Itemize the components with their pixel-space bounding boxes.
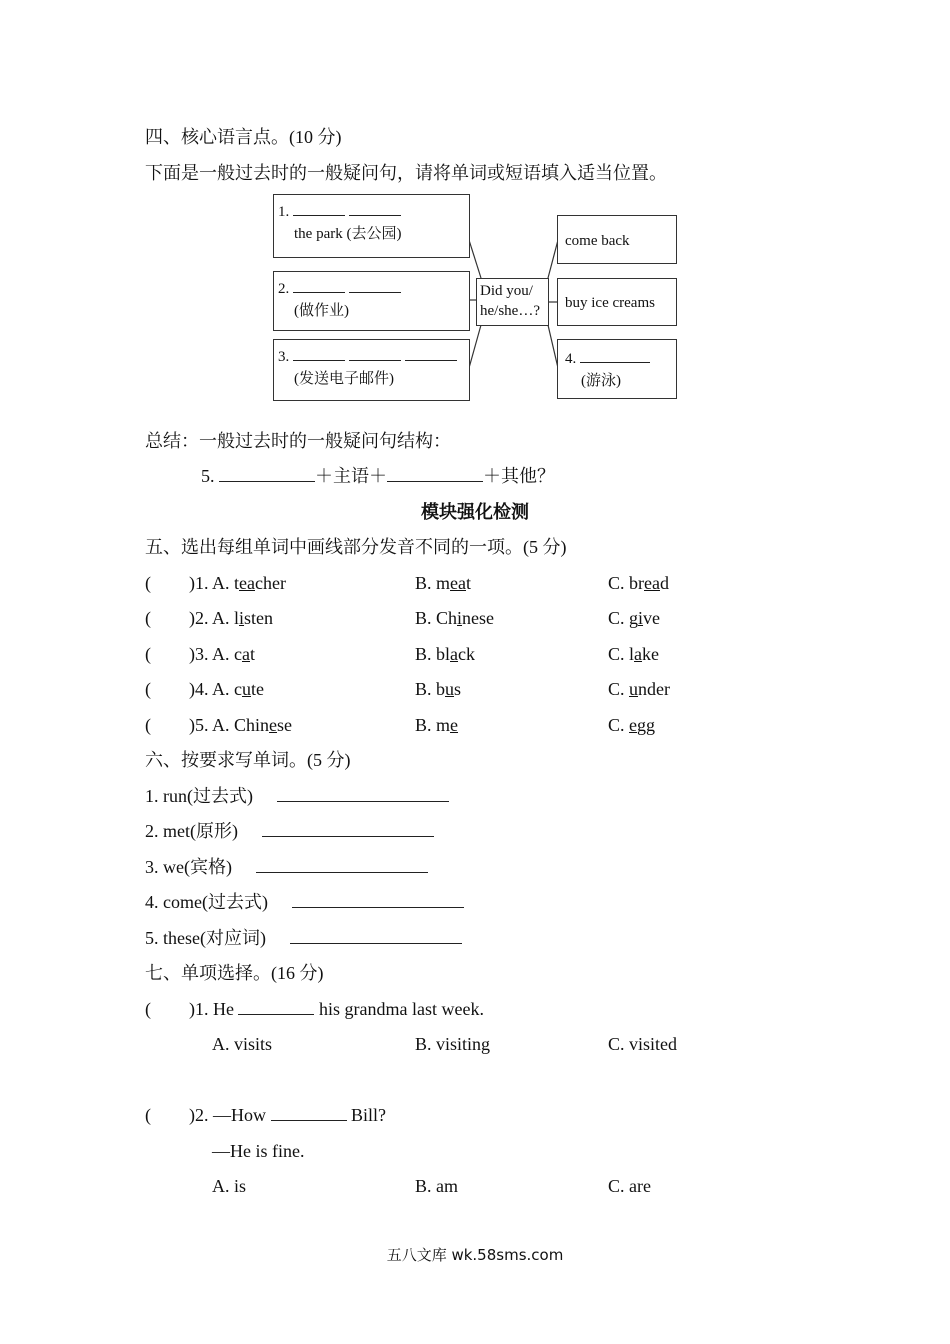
option-b[interactable] bbox=[415, 606, 494, 630]
summary-label: 总结：一般过去时的一般疑问句结构： bbox=[145, 431, 451, 451]
item-label: 5. these(对应词) bbox=[145, 928, 266, 948]
summary-mid: ＋主语＋ bbox=[315, 466, 387, 486]
option-b[interactable] bbox=[415, 642, 475, 666]
box3-number: 3. bbox=[278, 349, 290, 365]
diagram-center-box bbox=[476, 278, 549, 326]
item-label: 4. come(过去式) bbox=[145, 892, 268, 912]
word-part: t bbox=[250, 644, 256, 664]
box1-hint: the park (去公园) bbox=[294, 226, 402, 242]
option-c[interactable] bbox=[608, 571, 669, 595]
section6-item-3 bbox=[145, 855, 428, 879]
summary-blank-1[interactable] bbox=[219, 467, 315, 482]
q1-paren: ( bbox=[145, 999, 151, 1019]
box1-blank-a[interactable] bbox=[293, 202, 345, 216]
answer-paren: ( bbox=[145, 573, 151, 593]
answer-blank[interactable] bbox=[290, 929, 462, 944]
q1-option-c[interactable]: C. visited bbox=[608, 1034, 678, 1054]
right-box3-blank[interactable] bbox=[580, 349, 650, 363]
section5-item-2 bbox=[145, 606, 273, 630]
underlined-letters: i bbox=[638, 608, 644, 628]
word-part: ck bbox=[458, 644, 476, 664]
underlined-letters: a bbox=[242, 644, 250, 664]
word-part: ve bbox=[643, 608, 661, 628]
option-c[interactable] bbox=[608, 606, 660, 630]
underlined-letters: i bbox=[239, 608, 245, 628]
section6-title: 六、按要求写单词。(5 分) bbox=[145, 750, 351, 770]
section4-instruction: 下面是一般过去时的一般疑问句，请将单词或短语填入适当位置。 bbox=[145, 163, 667, 183]
word-part: c bbox=[234, 679, 242, 699]
section4-title: 四、核心语言点。(10 分) bbox=[145, 127, 342, 147]
answer-blank[interactable] bbox=[262, 822, 434, 837]
item-label: 3. we(宾格) bbox=[145, 857, 232, 877]
option-b[interactable] bbox=[415, 713, 458, 737]
diagram-right-box-3 bbox=[557, 339, 677, 399]
option-b[interactable] bbox=[415, 571, 471, 595]
section5-item-1 bbox=[145, 571, 286, 595]
answer-blank[interactable] bbox=[277, 787, 449, 802]
word-part: B. bl bbox=[415, 644, 451, 664]
q2-option-a[interactable]: A. is bbox=[212, 1176, 247, 1196]
word-part: t bbox=[234, 573, 240, 593]
option-c[interactable] bbox=[608, 642, 659, 666]
underlined-letters: e bbox=[629, 715, 638, 735]
q1-blank bbox=[238, 1000, 314, 1015]
box2-hint: (做作业) bbox=[294, 303, 349, 319]
underlined-letters: a bbox=[450, 644, 459, 664]
item-label: 1. run(过去式) bbox=[145, 786, 253, 806]
diagram-right-box-2: buy ice creams bbox=[557, 278, 677, 326]
word-part: nder bbox=[638, 679, 670, 699]
summary-number: 5. bbox=[201, 466, 215, 486]
underlined-letters: ea bbox=[644, 573, 660, 593]
underlined-letters: ea bbox=[239, 573, 255, 593]
q1-stem-pre: )1. He bbox=[189, 999, 234, 1019]
underlined-letters: e bbox=[269, 715, 278, 735]
item-number: )5. A. bbox=[189, 715, 230, 735]
answer-blank[interactable] bbox=[256, 858, 428, 873]
word-part: B. Ch bbox=[415, 608, 458, 628]
word-part: C. g bbox=[608, 608, 639, 628]
answer-paren: ( bbox=[145, 608, 151, 628]
q2-line2: —He is fine. bbox=[212, 1141, 305, 1161]
item-number: )3. A. bbox=[189, 644, 230, 664]
box3-blank-b[interactable] bbox=[349, 347, 401, 361]
diagram-box-1 bbox=[273, 194, 470, 258]
box3-blank-a[interactable] bbox=[293, 347, 345, 361]
word-part: B. m bbox=[415, 715, 451, 735]
summary-structure bbox=[201, 464, 555, 488]
center-line-2: he/she…? bbox=[480, 303, 540, 319]
q2-stem bbox=[145, 1103, 386, 1127]
word-part: Chin bbox=[234, 715, 270, 735]
option-c[interactable] bbox=[608, 677, 670, 701]
section6-item-4 bbox=[145, 890, 464, 914]
box2-blank-b[interactable] bbox=[349, 279, 401, 293]
footer-watermark: 五八文库 wk.58sms.com bbox=[386, 1246, 564, 1264]
q2-paren: ( bbox=[145, 1105, 151, 1125]
answer-paren: ( bbox=[145, 644, 151, 664]
word-part: ke bbox=[642, 644, 660, 664]
box1-number: 1. bbox=[278, 204, 290, 220]
q2-stem-post: Bill? bbox=[351, 1105, 386, 1125]
q1-option-b[interactable]: B. visiting bbox=[415, 1034, 491, 1054]
q2-option-b[interactable]: B. am bbox=[415, 1176, 458, 1196]
word-part: C. bbox=[608, 679, 630, 699]
underlined-letters: u bbox=[242, 679, 251, 699]
section5-item-4 bbox=[145, 677, 264, 701]
section5-item-3 bbox=[145, 642, 255, 666]
word-part: c bbox=[234, 644, 242, 664]
word-part: C. br bbox=[608, 573, 644, 593]
section6-item-2 bbox=[145, 819, 434, 843]
diagram-right-box-1: come back bbox=[557, 215, 677, 264]
underlined-letters: u bbox=[629, 679, 639, 699]
answer-paren: ( bbox=[145, 715, 151, 735]
word-part: gg bbox=[637, 715, 656, 735]
right-box3-number: 4. bbox=[565, 351, 577, 367]
box3-blank-c[interactable] bbox=[405, 347, 457, 361]
word-part: d bbox=[659, 573, 669, 593]
summary-blank-2[interactable] bbox=[387, 467, 483, 482]
word-part: l bbox=[234, 608, 240, 628]
section5-title: 五、选出每组单词中画线部分发音不同的一项。(5 分) bbox=[145, 537, 567, 557]
diagram-connectors bbox=[0, 0, 950, 420]
box2-blank-a[interactable] bbox=[293, 279, 345, 293]
item-number: )1. A. bbox=[189, 573, 230, 593]
word-part: cher bbox=[255, 573, 286, 593]
module-title: 模块强化检测 bbox=[421, 502, 529, 522]
q1-option-a[interactable]: A. visits bbox=[212, 1034, 273, 1054]
right-box3-hint: (游泳) bbox=[581, 373, 621, 389]
item-label: 2. met(原形) bbox=[145, 821, 238, 841]
word-part: sten bbox=[244, 608, 274, 628]
item-number: )2. A. bbox=[189, 608, 230, 628]
diagram-box-2 bbox=[273, 271, 470, 331]
section7-title: 七、单项选择。(16 分) bbox=[145, 963, 324, 983]
underlined-letters: e bbox=[450, 715, 459, 735]
word-part: C. l bbox=[608, 644, 635, 664]
word-part: t bbox=[466, 573, 472, 593]
option-b[interactable] bbox=[415, 677, 461, 701]
box2-number: 2. bbox=[278, 281, 290, 297]
word-part: se bbox=[277, 715, 293, 735]
q1-stem bbox=[145, 997, 484, 1021]
box3-hint: (发送电子邮件) bbox=[294, 371, 394, 387]
word-part: s bbox=[454, 679, 462, 699]
section6-item-1 bbox=[145, 784, 449, 808]
word-part: B. m bbox=[415, 573, 451, 593]
underlined-letters: u bbox=[445, 679, 455, 699]
underlined-letters: ea bbox=[450, 573, 466, 593]
word-part: nese bbox=[462, 608, 495, 628]
q2-blank bbox=[271, 1106, 347, 1121]
diagram-box-3 bbox=[273, 339, 470, 401]
word-part: B. b bbox=[415, 679, 446, 699]
q2-stem-pre: )2. —How bbox=[189, 1105, 266, 1125]
box1-blank-b[interactable] bbox=[349, 202, 401, 216]
option-c[interactable] bbox=[608, 713, 655, 737]
section5-item-5 bbox=[145, 713, 292, 737]
word-part: C. bbox=[608, 715, 630, 735]
q1-stem-post: his grandma last week. bbox=[318, 999, 484, 1019]
q2-option-c[interactable]: C. are bbox=[608, 1176, 651, 1196]
word-part: te bbox=[251, 679, 264, 699]
section6-item-5 bbox=[145, 926, 462, 950]
answer-paren: ( bbox=[145, 679, 151, 699]
summary-end: ＋其他？ bbox=[483, 466, 555, 486]
center-line-1: Did you/ bbox=[480, 283, 533, 299]
answer-blank[interactable] bbox=[292, 893, 464, 908]
underlined-letters: a bbox=[634, 644, 643, 664]
item-number: )4. A. bbox=[189, 679, 230, 699]
underlined-letters: i bbox=[457, 608, 463, 628]
